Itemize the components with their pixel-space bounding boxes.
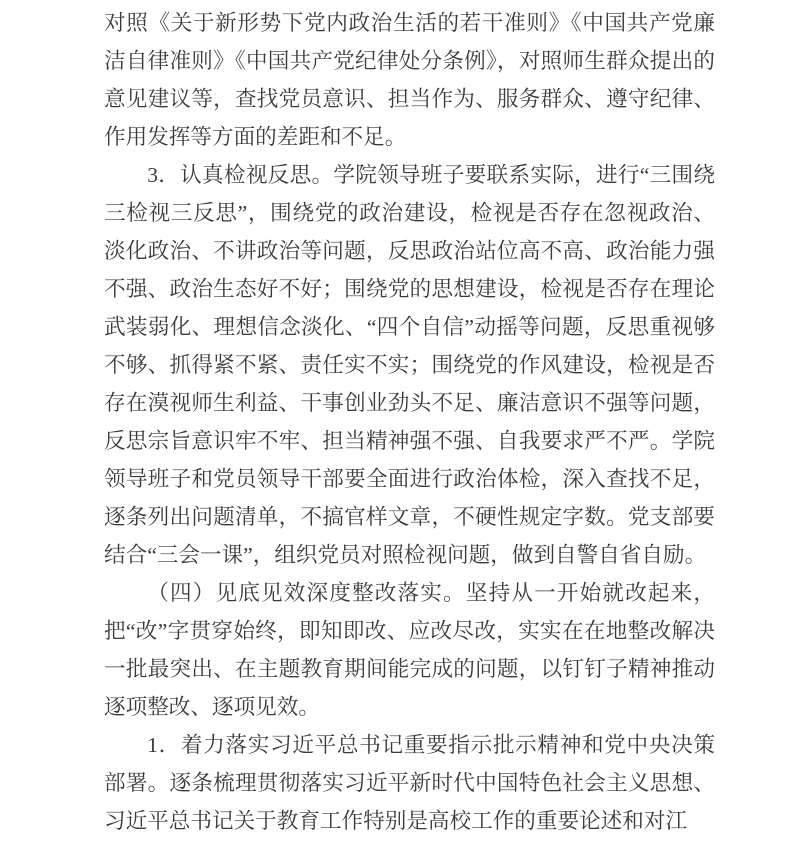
paragraph-item-3-inspection-reflection: 3．认真检视反思。学院领导班子要联系实际，进行“三围绕三检视三反思”，围绕党的政治建设，检视是否存在忽视政治、淡化政治、不讲政治等问题，反思政治站位高不高、政治能力强不强、政治生态好不好；围绕党的思想建设，检视是否存在理论武装弱化、理想信念淡化、“四个自信”动摇等问题，反思重视够不够、抓得紧不紧、责任实不实；围绕党的作风建设，检视是否存在漠视师生利益、干事创业劲头不足、廉洁意识不强等问题，反思宗旨意识牢不牢、担当精神强不强、自我要求严不严。学院领导班子和党员领导干部要全面进行政治体检，深入查找不足，逐条列出问题清单，不搞官样文章，不硬性规定字数。党支部要结合“三会一课”，组织党员对照检视问题，做到自警自省自励。 [104, 163, 715, 567]
paragraph-item-1-implement-directives: 1．着力落实习近平总书记重要指示批示精神和党中央决策部署。逐条梳理贯彻落实习近平新时代中国特色社会主义思想、习近平总书记关于教育工作特别是高校工作的重要论述和对江 [104, 733, 715, 833]
paragraph-section-4-rectification: （四）见底见效深度整改落实。坚持从一开始就改起来，把“改”字贯穿始终，即知即改、应改尽改，实实在在地整改解决一批最突出、在主题教育期间能完成的问题，以钉钉子精神推动逐项整改、逐项见效。 [104, 581, 715, 719]
paragraph-continuation: 对照《关于新形势下党内政治生活的若干准则》《中国共产党廉洁自律准则》《中国共产党纪律处分条例》，对照师生群众提出的意见建议等，查找党员意识、担当作为、服务群众、遵守纪律、作用发挥等方面的差距和不足。 [104, 11, 715, 149]
